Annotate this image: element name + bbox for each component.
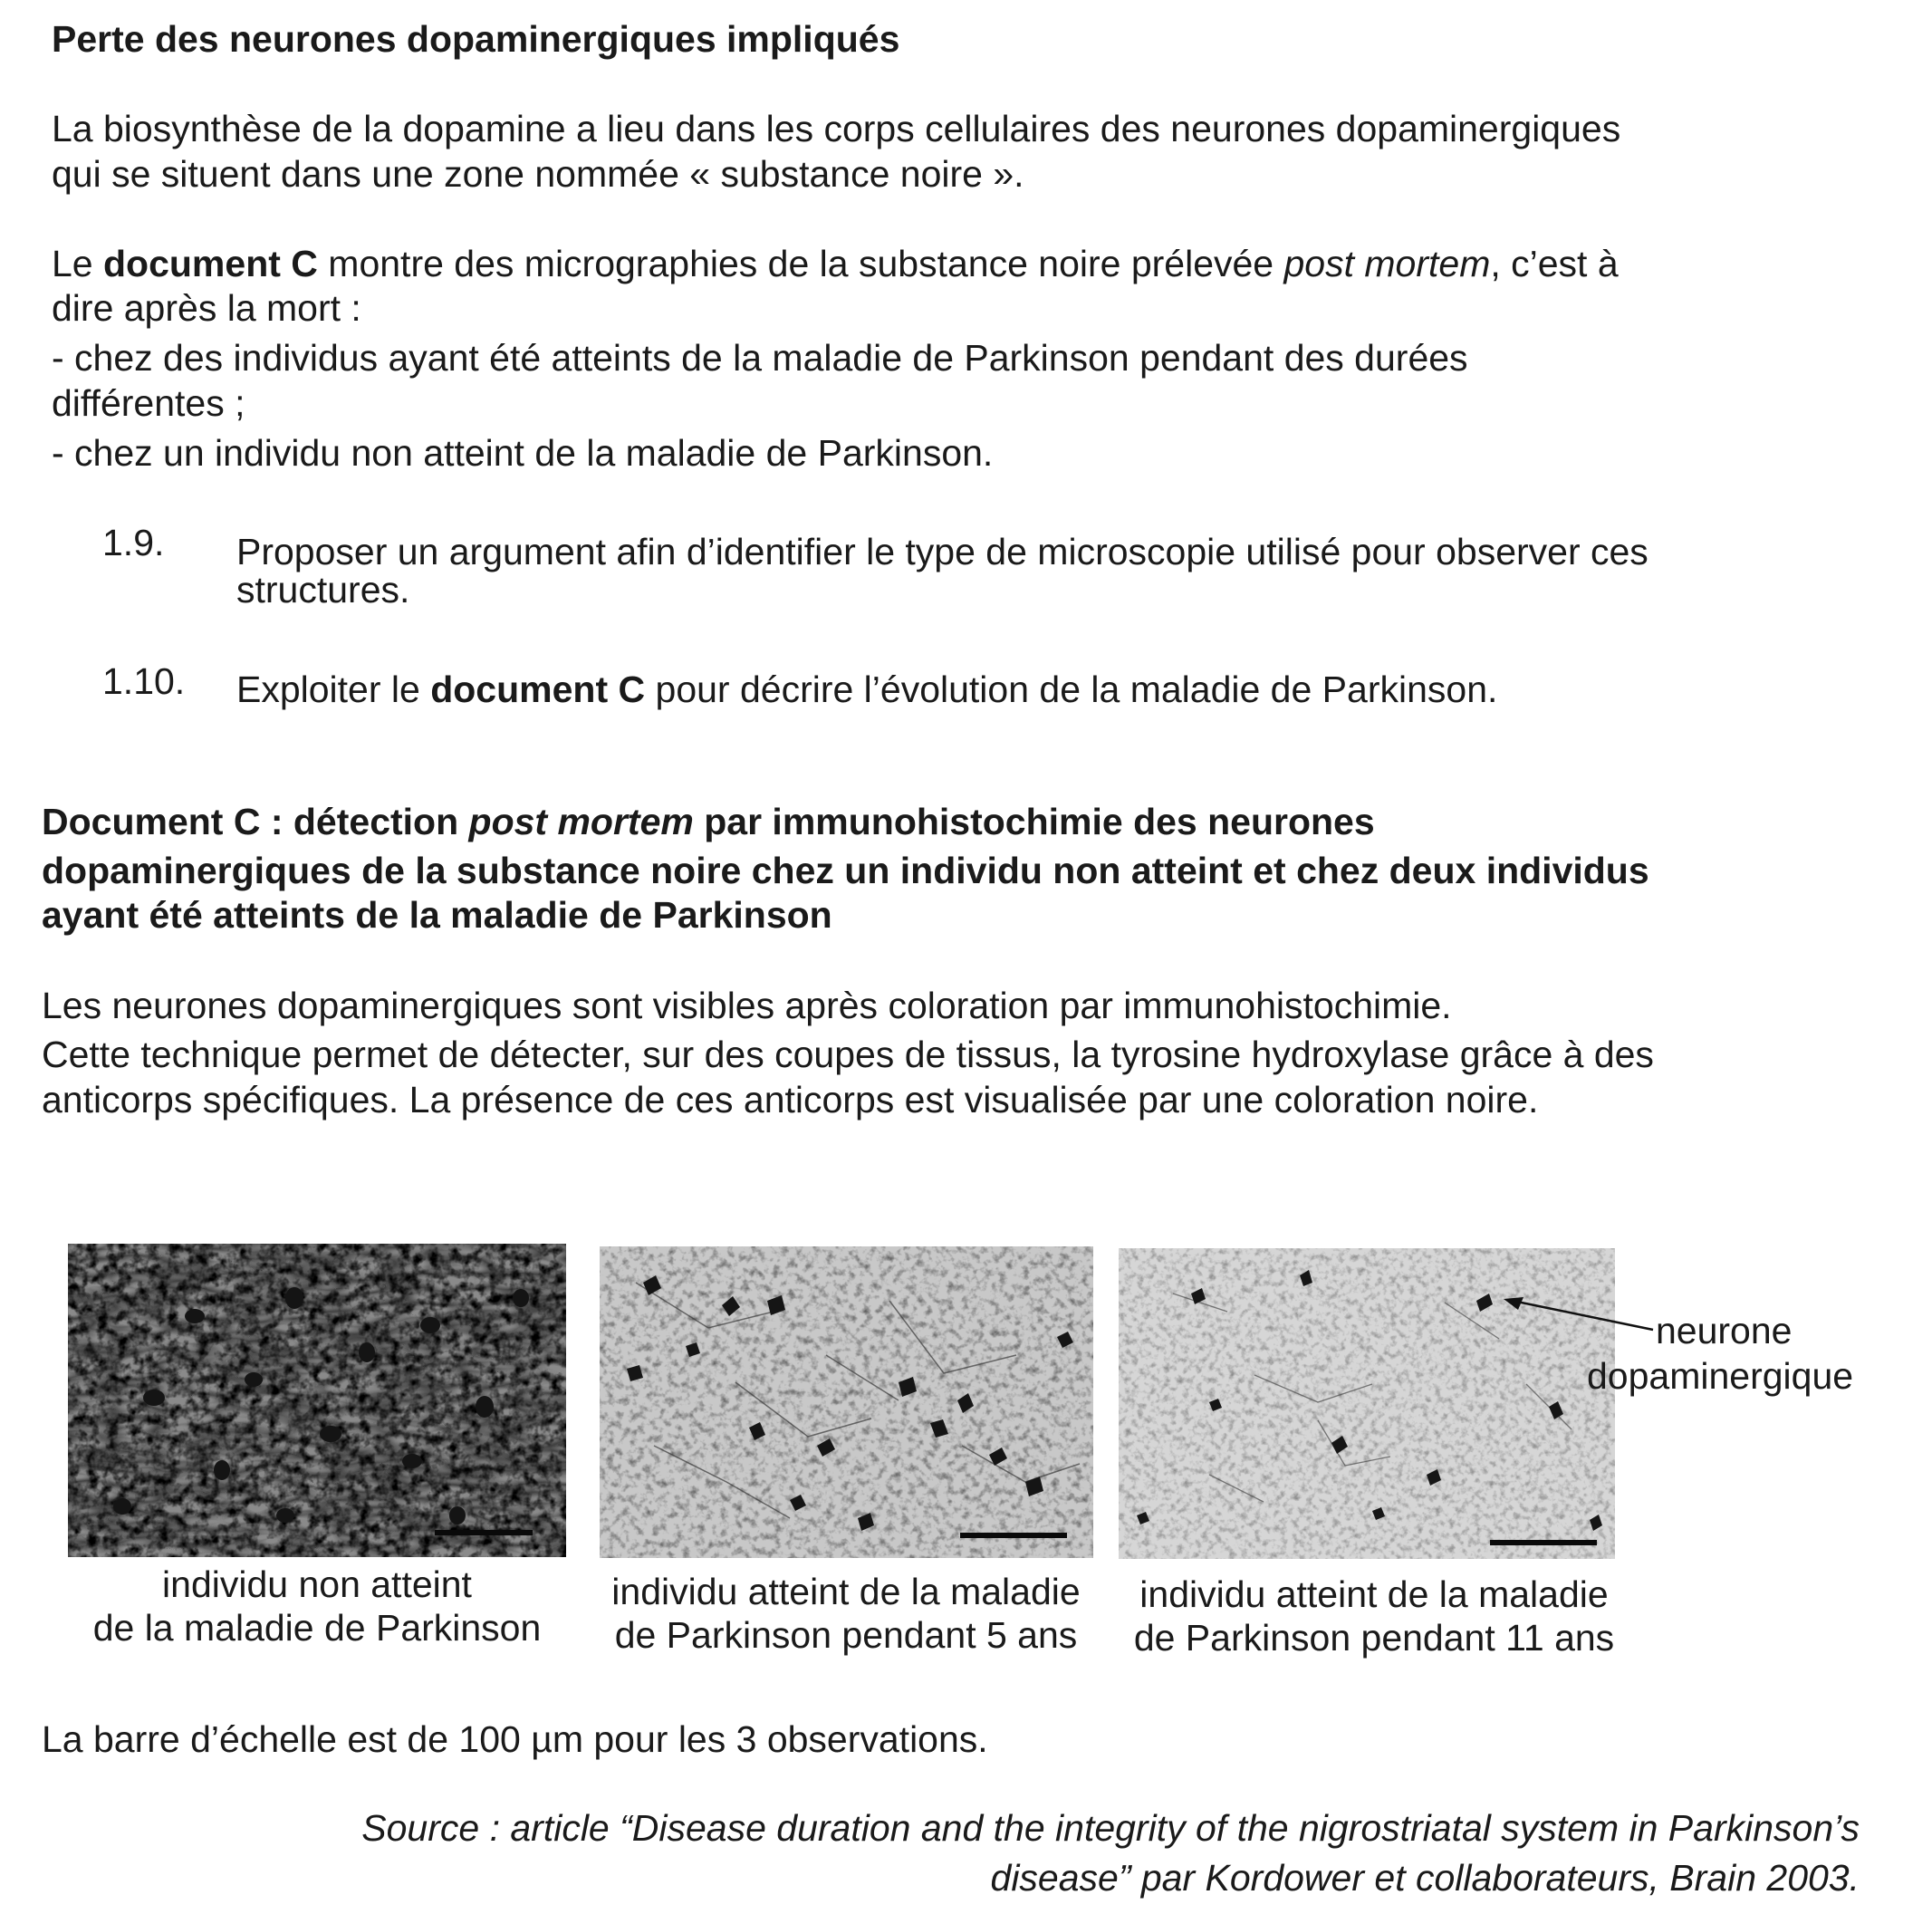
- caption-line: de Parkinson pendant 11 ans: [1133, 1617, 1615, 1659]
- doc-intro-line-4: différentes ;: [52, 382, 245, 424]
- doc-intro-line-1: [52, 241, 1619, 286]
- question-1-10: [236, 667, 1497, 712]
- caption-line: de Parkinson pendant 5 ans: [614, 1614, 1078, 1656]
- document-c-desc-line-1: Les neurones dopaminergiques sont visibles après coloration par immunohistochimie.: [42, 985, 1452, 1026]
- caption-parkinson-5-years: [596, 1570, 1096, 1657]
- doc-intro-line-3: - chez des individus ayant été atteints de la maladie de Parkinson pendant des durées: [52, 337, 1468, 379]
- intro-line-1: La biosynthèse de la dopamine a lieu dans les corps cellulaires des neurones dopaminergiques: [52, 108, 1621, 149]
- caption-line: individu atteint de la maladie: [611, 1571, 1081, 1612]
- caption-healthy: [68, 1563, 566, 1650]
- document-c-desc-line-3: anticorps spécifiques. La présence de ces anticorps est visualisée par une coloration noire.: [42, 1079, 1539, 1121]
- caption-line: individu atteint de la maladie: [1139, 1573, 1609, 1615]
- question-bold: document C: [430, 668, 646, 710]
- document-c-desc-line-2: Cette technique permet de détecter, sur des coupes de tissus, la tyrosine hydroxylase grâce à des: [42, 1034, 1654, 1075]
- doc-c-title-b: par immunohistochimie des neurones: [693, 801, 1375, 842]
- question-1-9-line-1: Proposer un argument afin d’identifier le type de microscopie utilisé pour observer ces: [236, 531, 1648, 572]
- arrow-icon: [1485, 1286, 1667, 1341]
- doc-c-title-italic: post mortem: [468, 801, 694, 842]
- doc-intro-text-c: , c’est à: [1490, 243, 1619, 284]
- intro-line-2: qui se situent dans une zone nommée « substance noire ».: [52, 153, 1024, 195]
- section-title: Perte des neurones dopaminergiques impliqués: [52, 18, 900, 60]
- caption-parkinson-11-years: [1120, 1573, 1628, 1659]
- doc-intro-text-b: montre des micrographies de la substance noire prélevée: [317, 243, 1284, 284]
- source-line-2: disease” par Kordower et collaborateurs, Brain 2003.: [990, 1857, 1860, 1899]
- question-number: 1.9.: [102, 522, 165, 563]
- doc-intro-bold: document C: [103, 243, 318, 284]
- document-c-title-line-3: ayant été atteints de la maladie de Parkinson: [42, 894, 832, 936]
- doc-intro-line-2: dire après la mort :: [52, 287, 361, 329]
- question-number: 1.10.: [102, 660, 186, 702]
- source-line-1: Source : article “Disease duration and the integrity of the nigrostriatal system in Parkinson’s: [361, 1807, 1860, 1849]
- document-c-title-line-2: dopaminergiques de la substance noire chez un individu non atteint et chez deux individus: [42, 850, 1649, 891]
- caption-line: individu non atteint: [162, 1563, 472, 1605]
- scale-note: La barre d’échelle est de 100 µm pour les 3 observations.: [42, 1718, 988, 1760]
- document-c-title-line-1: [42, 799, 1375, 844]
- doc-c-title-a: Document C : détection: [42, 801, 469, 842]
- question-text-a: Exploiter le: [236, 668, 431, 710]
- doc-intro-text-a: Le: [52, 243, 103, 284]
- question-1-9-line-2: structures.: [236, 569, 410, 611]
- question-text-b: pour décrire l’évolution de la maladie de Parkinson.: [645, 668, 1498, 710]
- doc-intro-italic: post mortem: [1283, 243, 1491, 284]
- micrograph-parkinson-5-years: [600, 1246, 1093, 1558]
- micrograph-healthy: [68, 1244, 566, 1557]
- caption-line: de la maladie de Parkinson: [92, 1607, 542, 1649]
- annotation-neurone: neurone: [1656, 1310, 1793, 1351]
- doc-intro-line-5: - chez un individu non atteint de la maladie de Parkinson.: [52, 432, 994, 474]
- annotation-dopaminergique: dopaminergique: [1587, 1355, 1854, 1397]
